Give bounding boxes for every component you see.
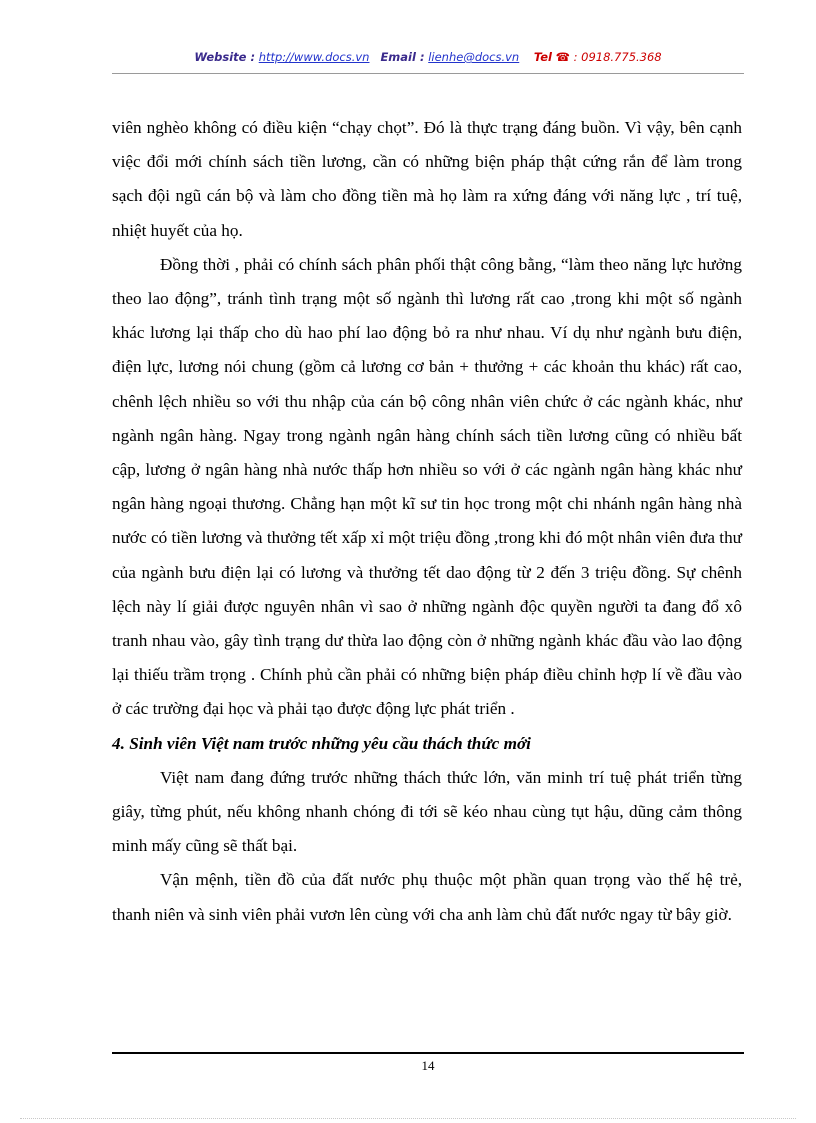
- tel-label: Tel: [533, 50, 552, 64]
- page-header: [112, 50, 744, 64]
- website-label: Website :: [194, 50, 256, 64]
- body-text: [112, 111, 742, 932]
- paragraph: viên nghèo không có điều kiện “chạy chọt”. Đó là thực trạng đáng buồn. Vì vậy, bên cạnh việc đổi mới chính sách tiền lương, cần có những biện pháp thật cứng rắn để làm trong sạch đội ngũ cán bộ và làm cho đồng tiền mà họ làm ra xứng đáng với năng lực , trí tuệ, nhiệt huyết của họ.: [112, 118, 742, 240]
- paragraph: Vận mệnh, tiền đồ của đất nước phụ thuộc một phần quan trọng vào thế hệ trẻ, thanh niên và sinh viên phải vươn lên cùng với cha anh làm chủ đất nước ngay từ bây giờ.: [112, 870, 742, 924]
- paragraph: Việt nam đang đứng trước những thách thức lớn, văn minh trí tuệ phát triển từng giây, từng phút, nếu không nhanh chóng đi tới sẽ kéo nhau cùng tụt hậu, dũng cảm thông minh mấy cũng sẽ thất bại.: [112, 767, 742, 856]
- section-heading: 4. Sinh viên Việt nam trước những yêu cầu thách thức mới: [112, 733, 531, 753]
- page-bottom-border: [20, 1118, 796, 1119]
- phone-number: : 0918.775.368: [573, 50, 662, 64]
- page-number: 14: [421, 1058, 435, 1073]
- paragraph: Đồng thời , phải có chính sách phân phối thật công bằng, “làm theo năng lực hưởng theo lao động”, tránh tình trạng một số ngành thì lương rất cao ,trong khi một số ngành khác lương lại thấp cho dù hao phí lao động bỏ ra như nhau. Ví dụ như ngành bưu điện, điện lực, lương nói chung (gồm cả lương cơ bản + thưởng + các khoản thu khác) rất cao, chênh lệch nhiều so với thu nhập của cán bộ công nhân viên chức ở các ngành khác, như ngành ngân hàng. Ngay trong ngành ngân hàng chính sách tiền lương cũng có nhiều bất cập, lương ở ngân hàng nhà nước thấp hơn nhiều so với ở các ngành ngân hàng khác như ngân hàng ngoại thương. Chẳng hạn một kĩ sư tin học trong một chi nhánh ngân hàng nhà nước có tiền lương và thưởng tết xấp xỉ một triệu đồng ,trong khi đó một nhân viên đưa thư của ngành bưu điện lại có lương và thưởng tết dao động từ 2 đến 3 triệu đồng. Sự chênh lệch này lí giải được nguyên nhân vì sao ở những ngành độc quyền người ta đang đổ xô tranh nhau vào, gây tình trạng dư thừa lao động còn ở những ngành khác đầu vào lao động lại thiếu trầm trọng . Chính phủ cần phải có những biện pháp điều chỉnh hợp lí về đầu vào ở các trường đại học và phải tạo được động lực phát triển .: [112, 254, 742, 719]
- email-link[interactable]: lienhe@docs.vn: [428, 50, 520, 64]
- footer-divider: [112, 1052, 744, 1054]
- email-label: Email :: [380, 50, 425, 64]
- phone-icon: ☎: [555, 50, 570, 64]
- website-link[interactable]: http://www.docs.vn: [258, 50, 370, 64]
- header-divider: [112, 73, 744, 74]
